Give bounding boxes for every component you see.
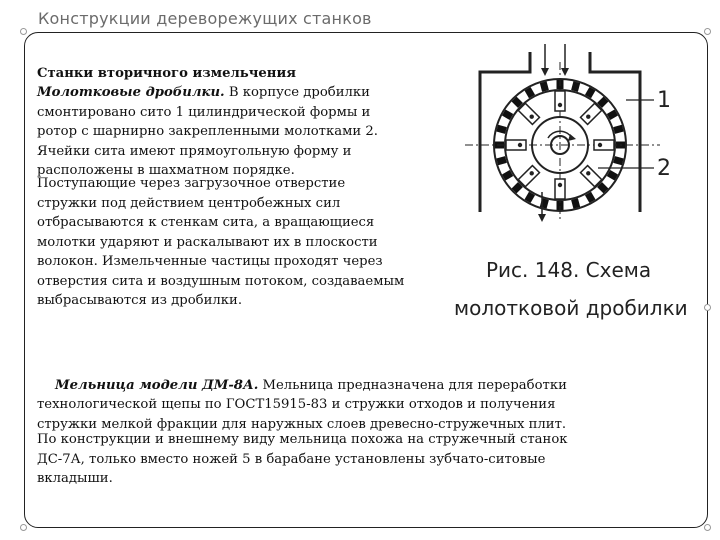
mill-paragraph-2: По конструкции и внешнему виду мельница похожа на стружечный станок ДС-7А, только вместо ножей 5 в барабане установлены зубчато-ситовые вкладыши.: [37, 432, 568, 486]
hammer-crusher-diagram: [440, 42, 690, 222]
hammer: [555, 91, 565, 111]
sieve-slot: [496, 156, 507, 165]
section-heading: Станки вторичного измельчения: [37, 65, 296, 81]
hammer: [555, 179, 565, 199]
frame-side-dot: [704, 304, 711, 311]
mill-text: [37, 356, 697, 434]
sieve-slot: [613, 125, 624, 134]
sieve-slot: [540, 198, 549, 209]
hammer: [594, 140, 614, 150]
lead-italic: Молотковые дробилки.: [37, 85, 225, 100]
sieve-slot: [613, 156, 624, 165]
frame-corner-dot: [20, 524, 27, 531]
hammer: [581, 103, 602, 124]
sieve-slot: [540, 81, 549, 92]
figure-caption-line2: молотковой дробилки: [454, 296, 688, 320]
section-text: [37, 44, 447, 181]
paragraph-2: Поступающие через загрузочное отверстие стружки под действием центробежных сил отбрасываются к стенкам сита, а вращающиеся молотки ударяют и раскалывают их в плоскости волокон. Измельченные частицы проходят через отверстия сита и воздушным потоком, создаваемым выбрасываются из дробилки.: [37, 176, 405, 308]
hammer: [581, 166, 602, 187]
sieve-slot: [571, 198, 580, 209]
hammer: [518, 166, 539, 187]
frame-corner-dot: [704, 524, 711, 531]
figure-caption-line1: Рис. 148. Схема: [486, 258, 652, 282]
mill-rest: Мельница предназначена для переработки технологической щепы по ГОСТ15915-83 и стружки отходов и получения стружки мелкой фракции для наружных слоев древесно-стружечных плит.: [37, 377, 567, 432]
frame-corner-dot: [20, 28, 27, 35]
hammer: [518, 103, 539, 124]
sieve-slot: [496, 125, 507, 134]
label-2: 2: [657, 156, 671, 181]
frame-corner-dot: [704, 28, 711, 35]
slide-title: Конструкции дереворежущих станков: [38, 9, 372, 28]
label-1: 1: [657, 88, 671, 113]
mill-italic: Мельница модели ДМ-8А.: [55, 377, 259, 393]
hammer: [506, 140, 526, 150]
sieve-slot: [571, 81, 580, 92]
lead-text: В корпусе дробилки смонтировано сито 1 цилиндрической формы и ротор с шарнирно закрепленными молотками 2. Ячейки сита имеют прямоугольную форму и расположены в шахматном порядке.: [37, 85, 378, 178]
